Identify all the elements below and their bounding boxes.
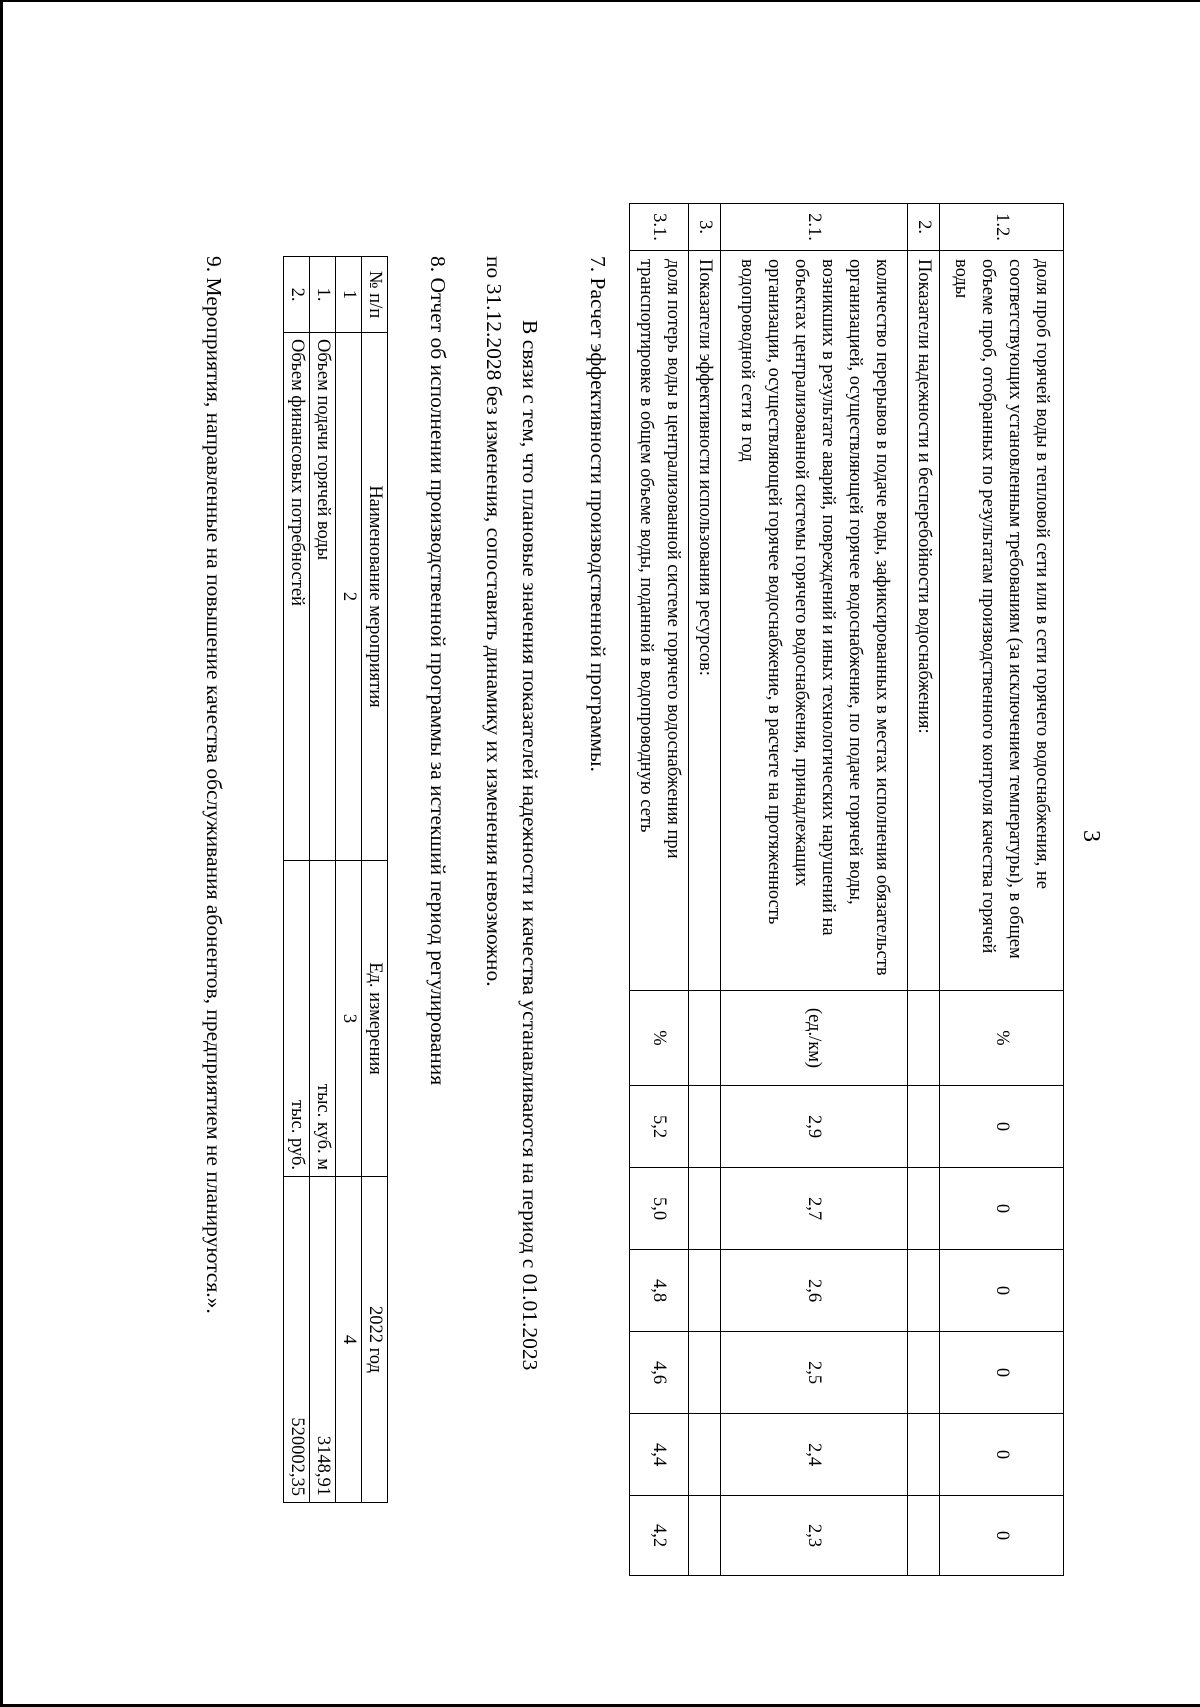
section-title: Показатели эффективности использования ресурсов: (689, 251, 721, 991)
table-row (940, 204, 1064, 1576)
section-9-text: 9. Мероприятия, направленные на повышение качества обслуживания абонентов, предприятием не планируются.». (202, 256, 226, 1314)
indicator-value: 2,6 (721, 1250, 908, 1332)
value-cell: 3148,91 (310, 1177, 336, 1503)
indicator-value: 4,8 (630, 1250, 689, 1332)
row-number: 1. (310, 257, 336, 333)
column-number: 1 (336, 257, 362, 333)
column-header: Наименование мероприятия (362, 333, 388, 861)
report-table (283, 256, 388, 1503)
section-row (689, 204, 721, 1576)
indicator-value: 2,7 (721, 1168, 908, 1250)
row-number: 3.1. (630, 204, 689, 251)
column-header: 2022 год (362, 1177, 388, 1503)
indicator-value: 2,4 (721, 1414, 908, 1496)
column-number-row (336, 257, 362, 1503)
indicator-value: 0 (940, 1332, 1064, 1414)
indicators-table (629, 203, 1064, 1576)
row-number: 3. (689, 204, 721, 251)
indicator-unit: % (630, 991, 689, 1086)
row-number: 1.2. (940, 204, 1064, 251)
page-number: 3 (1078, 830, 1104, 842)
indicator-value: 2,9 (721, 1086, 908, 1168)
indicator-description: доля проб горячей воды в тепловой сети или в сети горячего водоснабжения, не соответствующих установленным требованиям (за исключением температуры), в общем объеме проб, отобранных по результатам производственного контроля качества горячей воды (940, 251, 1064, 991)
section-8-heading: 8. Отчет об исполнении производственной программы за истекший период регулирования (426, 256, 450, 1086)
indicator-value: 0 (940, 1250, 1064, 1332)
indicator-value: 0 (940, 1414, 1064, 1496)
section-7-text-line-2: по 31.12.2028 без изменения, сопоставить динамику их изменения невозможно. (482, 256, 506, 987)
indicator-value: 0 (940, 1496, 1064, 1576)
indicator-value: 2,3 (721, 1496, 908, 1576)
column-number: 3 (336, 861, 362, 1177)
indicator-value: 4,2 (630, 1496, 689, 1576)
indicator-value: 5,0 (630, 1168, 689, 1250)
indicator-value: 0 (940, 1086, 1064, 1168)
unit-cell: тыс. куб. м (310, 861, 336, 1177)
indicator-value: 4,4 (630, 1414, 689, 1496)
column-number: 4 (336, 1177, 362, 1503)
row-number: 2. (284, 257, 310, 333)
indicator-description: доля потерь воды в централизованной системе горячего водоснабжения при транспортировке в общем объеме воды, поданной в водопроводную сеть (630, 251, 689, 991)
activity-name: Объем финансовых потребностей (284, 333, 310, 861)
activity-name: Объем подачи горячей воды (310, 333, 336, 861)
indicator-value: 4,6 (630, 1332, 689, 1414)
row-number: 2. (908, 204, 940, 251)
table-row (721, 204, 908, 1576)
table-header-row (362, 257, 388, 1503)
table-row (284, 257, 310, 1503)
row-number: 2.1. (721, 204, 908, 251)
indicator-value: 2,5 (721, 1332, 908, 1414)
indicator-value: 5,2 (630, 1086, 689, 1168)
indicator-unit: (ед./км) (721, 991, 908, 1086)
section-7-text-line-1: В связи с тем, что плановые значения показателей надежности и качества устанавливаются на период с 01.01.2023 (518, 320, 542, 1371)
column-header: № п/п (362, 257, 388, 333)
section-row (908, 204, 940, 1576)
value-cell: 520002,35 (284, 1177, 310, 1503)
section-title: Показатели надежности и бесперебойности водоснабжения: (908, 251, 940, 991)
column-header: Ед. измерения (362, 861, 388, 1177)
table-row (630, 204, 689, 1576)
unit-cell: тыс. руб. (284, 861, 310, 1177)
section-7-heading: 7. Расчет эффективности производственной программы. (586, 256, 610, 772)
indicator-description: количество перерывов в подаче воды, зафиксированных в местах исполнения обязательств организацией, осуществляющей горячее водоснабжение, по подаче горячей воды, возникших в результате аварий, повреждений и иных технологических нарушений на объектах централизованной системы горячего водоснабжения, принадлежащих организации, осуществляющей горячее водоснабжение, в расчете на протяженность водопроводной сети в год (721, 251, 908, 991)
column-number: 2 (336, 333, 362, 861)
table-row (310, 257, 336, 1503)
indicator-value: 0 (940, 1168, 1064, 1250)
indicator-unit: % (940, 991, 1064, 1086)
